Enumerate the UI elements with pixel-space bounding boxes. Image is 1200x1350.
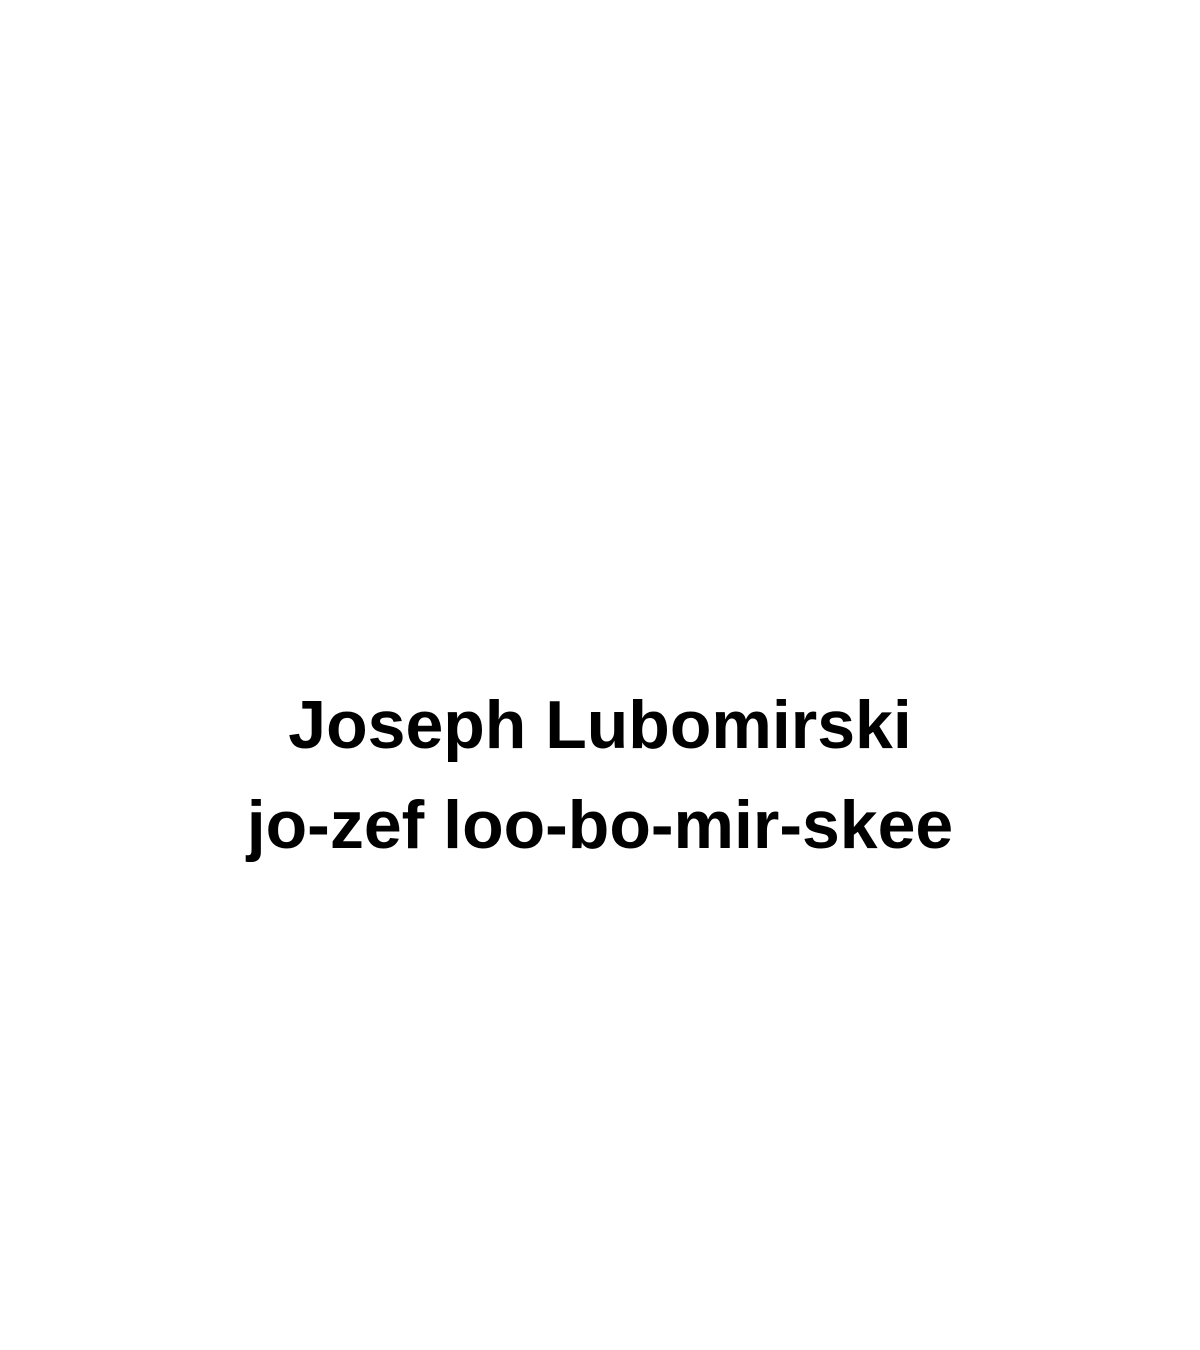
person-name: Joseph Lubomirski [288,687,912,763]
pronunciation-card [0,675,1200,875]
pronunciation-guide: jo-zef loo-bo-mir-skee [246,787,954,863]
